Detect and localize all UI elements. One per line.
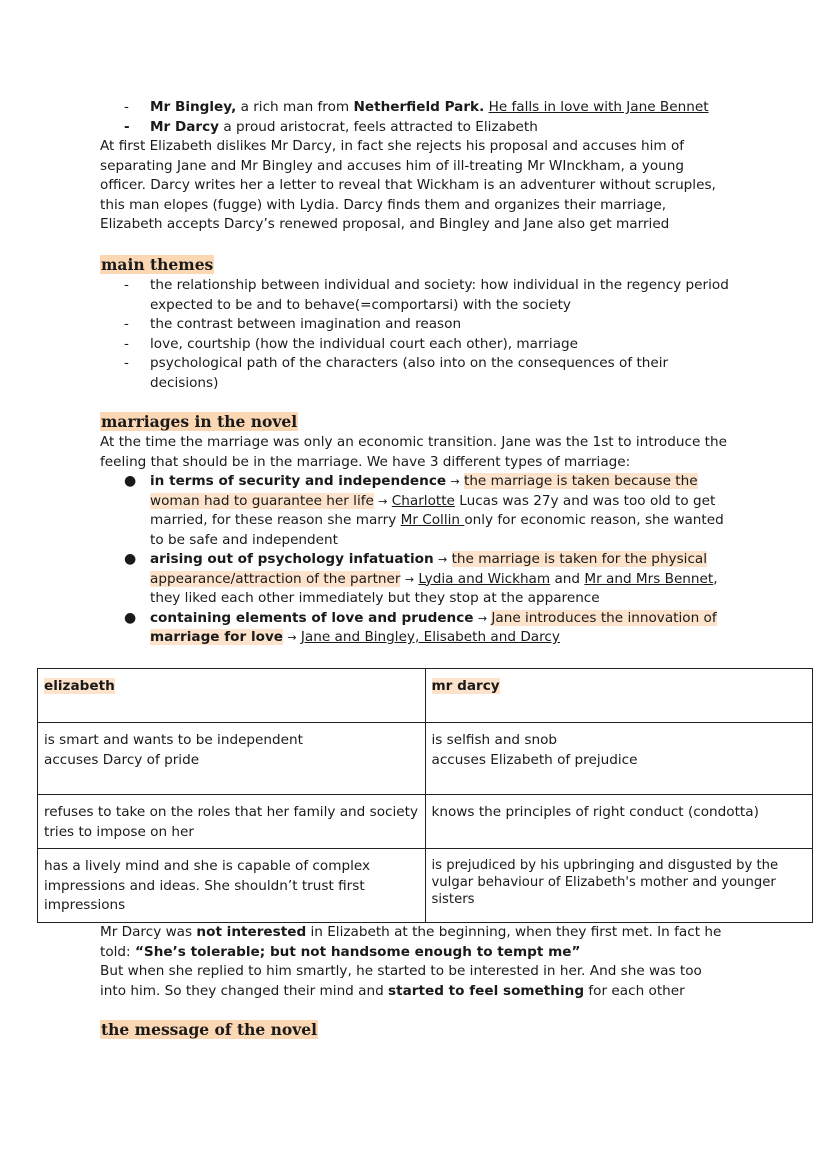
list-item: - Mr Bingley, a rich man from Netherfield Park. He falls in love with Jane Bennet [124, 99, 709, 115]
list-item: - love, courtship (how the individual court each other), marriage [124, 335, 579, 352]
list-item: - Mr Darcy a proud aristocrat, feels attracted to Elizabeth [124, 118, 538, 135]
marriages-intro: At the time the marriage was only an economic transition. Jane was the 1st to introduce the feeling that should be in the marriage. We have 3 different types of marriage: [100, 434, 727, 470]
darcy-paragraph: Mr Darcy was not interested in Elizabeth at the beginning, when they first met. In fact he told: “She’s tolerable; but not handsome enough to tempt me” [100, 924, 722, 960]
table-header-cell: mr darcy [425, 669, 813, 723]
table-header-cell: elizabeth [38, 669, 426, 723]
table-header-row [38, 669, 813, 723]
themes-list [100, 276, 730, 393]
characters-list [100, 98, 730, 137]
themes-heading-row [100, 255, 730, 277]
table-cell: is prejudiced by his upbringing and disgusted by the vulgar behaviour of Elizabeth's mother and younger sisters [425, 849, 813, 923]
section-heading: main themes [101, 255, 214, 274]
list-item: - psychological path of the characters (also into on the consequences of their decisions) [124, 355, 669, 391]
table-cell: is selfish and snob accuses Elizabeth of prejudice [425, 723, 813, 795]
list-item: ● containing elements of love and prudence → Jane introduces the innovation of marriage for love → Jane and Bingley, Elisabeth and Darcy [124, 609, 717, 645]
change-of-mind-paragraph: But when she replied to him smartly, he started to be interested in her. And she was too into him. So they changed their mind and started to feel something for each other [100, 963, 702, 999]
section-heading: the message of the novel [101, 1020, 317, 1039]
table-row [38, 723, 813, 795]
table-cell: refuses to take on the roles that her family and society tries to impose on her [38, 795, 426, 849]
list-item: ● arising out of psychology infatuation → the marriage is taken for the physical appearance/attraction of the partner → Lydia and Wickham and Mr and Mrs Bennet, they liked each other immediately but they stop at the apparence [124, 551, 718, 606]
plot-paragraph: At first Elizabeth dislikes Mr Darcy, in fact she rejects his proposal and accuses him of separating Jane and Mr Bingley and accuses him of ill-treating Mr WInckham, a young officer. Darcy writes her a letter to reveal that Wickham is an adventurer without scruples, this man elopes (fugge) with Lydia. Darcy finds them and organizes their marriage, Elizabeth accepts Darcy’s renewed proposal, and Bingley and Jane also get married [100, 138, 716, 232]
list-item: - the contrast between imagination and reason [124, 316, 462, 332]
table-row [38, 795, 813, 849]
list-item: ● in terms of security and independence → the marriage is taken because the woman had to guarantee her life → Charlotte Lucas was 27y and was too old to get married, for these reason she marry Mr Collin only for economic reason, she wanted to be safe and independent [124, 473, 724, 548]
message-heading-row [100, 1020, 730, 1042]
list-item: - the relationship between individual and society: how individual in the regency period expected to be and to behave(=comportarsi) with the society [124, 277, 729, 313]
marriage-types-list [100, 472, 730, 648]
table-cell: is smart and wants to be independent accuses Darcy of pride [38, 723, 426, 795]
section-heading: marriages in the novel [101, 412, 298, 431]
marriages-heading-row [100, 412, 730, 434]
table-cell: knows the principles of right conduct (condotta) [425, 795, 813, 849]
table-cell: has a lively mind and she is capable of complex impressions and ideas. She shouldn’t trust first impressions [38, 849, 426, 923]
table-row [38, 849, 813, 923]
character-comparison-table [37, 668, 813, 923]
